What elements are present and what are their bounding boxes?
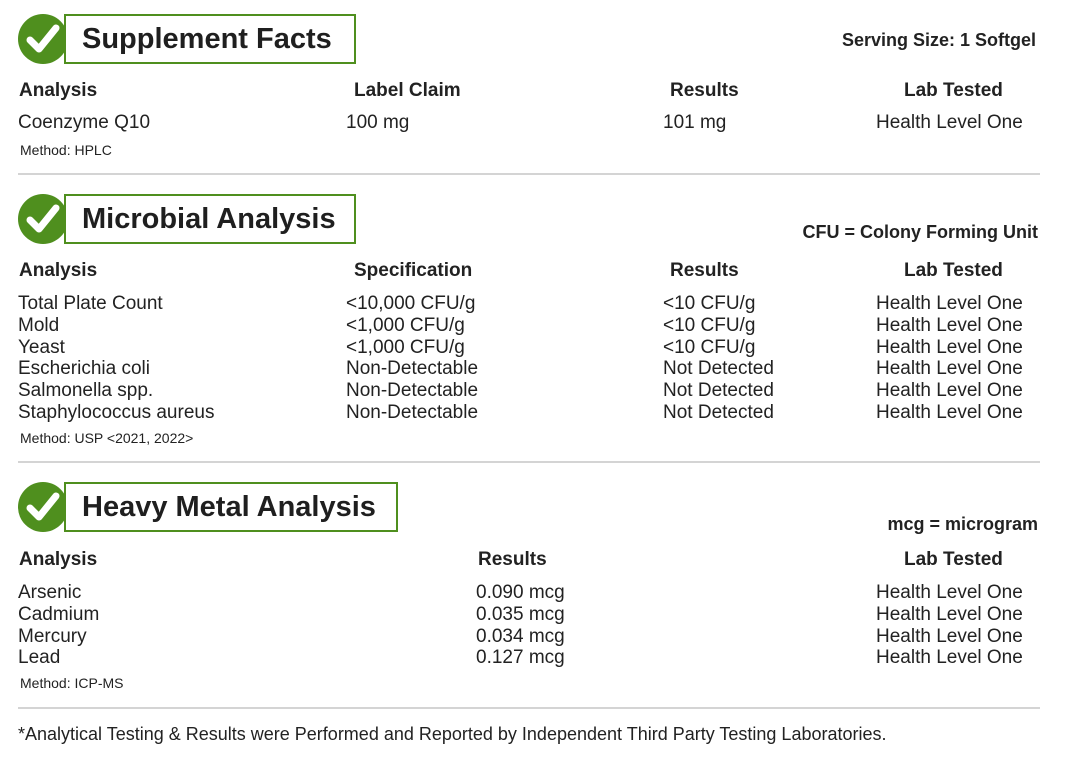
section-title: Microbial Analysis xyxy=(64,194,356,244)
cell-lab-tested: Health Level One xyxy=(876,380,1023,402)
header-analysis: Analysis xyxy=(19,549,98,570)
cell-results: 0.035 mcg xyxy=(476,603,565,625)
section-divider xyxy=(18,173,1040,175)
cell-analysis: Yeast xyxy=(18,336,65,358)
header-results: Results xyxy=(670,260,739,281)
section-title: Supplement Facts xyxy=(64,14,356,64)
cell-label-claim: 100 mg xyxy=(346,112,410,133)
header-analysis: Analysis xyxy=(19,260,98,281)
header-lab-tested: Lab Tested xyxy=(904,80,1003,101)
cell-analysis: Salmonella spp. xyxy=(18,380,154,402)
header-results: Results xyxy=(670,80,739,101)
method-note: Method: ICP-MS xyxy=(20,675,124,691)
header-analysis: Analysis xyxy=(19,80,98,101)
cell-results: <10 CFU/g xyxy=(663,293,756,314)
cfu-note: CFU = Colony Forming Unit xyxy=(802,222,1038,242)
header-lab-tested: Lab Tested xyxy=(904,260,1003,281)
cell-analysis: Coenzyme Q10 xyxy=(18,112,151,133)
cell-analysis: Lead xyxy=(18,647,61,669)
cell-results: 0.127 mcg xyxy=(476,647,565,669)
cell-analysis: Staphylococcus aureus xyxy=(18,402,215,423)
cell-lab-tested: Health Level One xyxy=(876,336,1023,358)
serving-size: Serving Size: 1 Softgel xyxy=(841,30,1036,50)
cell-results: Not Detected xyxy=(663,380,774,402)
section-divider xyxy=(18,461,1040,463)
mcg-note: mcg = microgram xyxy=(887,514,1038,534)
section-divider xyxy=(18,707,1040,709)
header-lab-tested: Lab Tested xyxy=(904,549,1003,570)
cell-analysis: Arsenic xyxy=(18,582,82,603)
cell-lab-tested: Health Level One xyxy=(876,582,1023,603)
method-note: Method: HPLC xyxy=(20,142,112,158)
cell-lab-tested: Health Level One xyxy=(876,402,1023,423)
cell-results: 0.090 mcg xyxy=(476,582,565,603)
cell-lab-tested: Health Level One xyxy=(876,358,1023,380)
cell-specification: <10,000 CFU/g xyxy=(346,293,476,314)
cell-results: 101 mg xyxy=(663,112,727,133)
cell-analysis: Cadmium xyxy=(18,603,100,625)
cell-lab-tested: Health Level One xyxy=(876,625,1023,647)
cell-analysis: Mercury xyxy=(18,625,87,647)
cell-lab-tested: Health Level One xyxy=(876,112,1023,133)
cell-analysis: Total Plate Count xyxy=(18,293,163,314)
footer-disclaimer: *Analytical Testing & Results were Performed and Reported by Independent Third Party Testing Laboratories. xyxy=(18,724,887,744)
cell-results: Not Detected xyxy=(663,358,774,380)
cell-specification: Non-Detectable xyxy=(346,358,479,380)
section-title: Heavy Metal Analysis xyxy=(64,482,398,532)
cell-results: 0.034 mcg xyxy=(476,625,565,647)
cell-specification: Non-Detectable xyxy=(346,380,479,402)
cell-results: Not Detected xyxy=(663,402,774,423)
cell-lab-tested: Health Level One xyxy=(876,647,1023,669)
cell-specification: Non-Detectable xyxy=(346,402,479,423)
cell-lab-tested: Health Level One xyxy=(876,314,1023,336)
cell-analysis: Mold xyxy=(18,314,60,336)
checkmark-icon xyxy=(24,488,62,526)
cell-specification: <1,000 CFU/g xyxy=(346,314,465,336)
checkmark-icon xyxy=(24,200,62,238)
header-label-claim: Label Claim xyxy=(354,80,461,101)
cell-specification: <1,000 CFU/g xyxy=(346,336,465,358)
cell-results: <10 CFU/g xyxy=(663,314,756,336)
cell-results: <10 CFU/g xyxy=(663,336,756,358)
checkmark-icon xyxy=(24,20,62,58)
cell-lab-tested: Health Level One xyxy=(876,293,1023,314)
method-note: Method: USP <2021, 2022> xyxy=(20,430,194,446)
header-results: Results xyxy=(478,549,547,570)
cell-analysis: Escherichia coli xyxy=(18,358,150,380)
header-specification: Specification xyxy=(354,260,473,281)
cell-lab-tested: Health Level One xyxy=(876,603,1023,625)
